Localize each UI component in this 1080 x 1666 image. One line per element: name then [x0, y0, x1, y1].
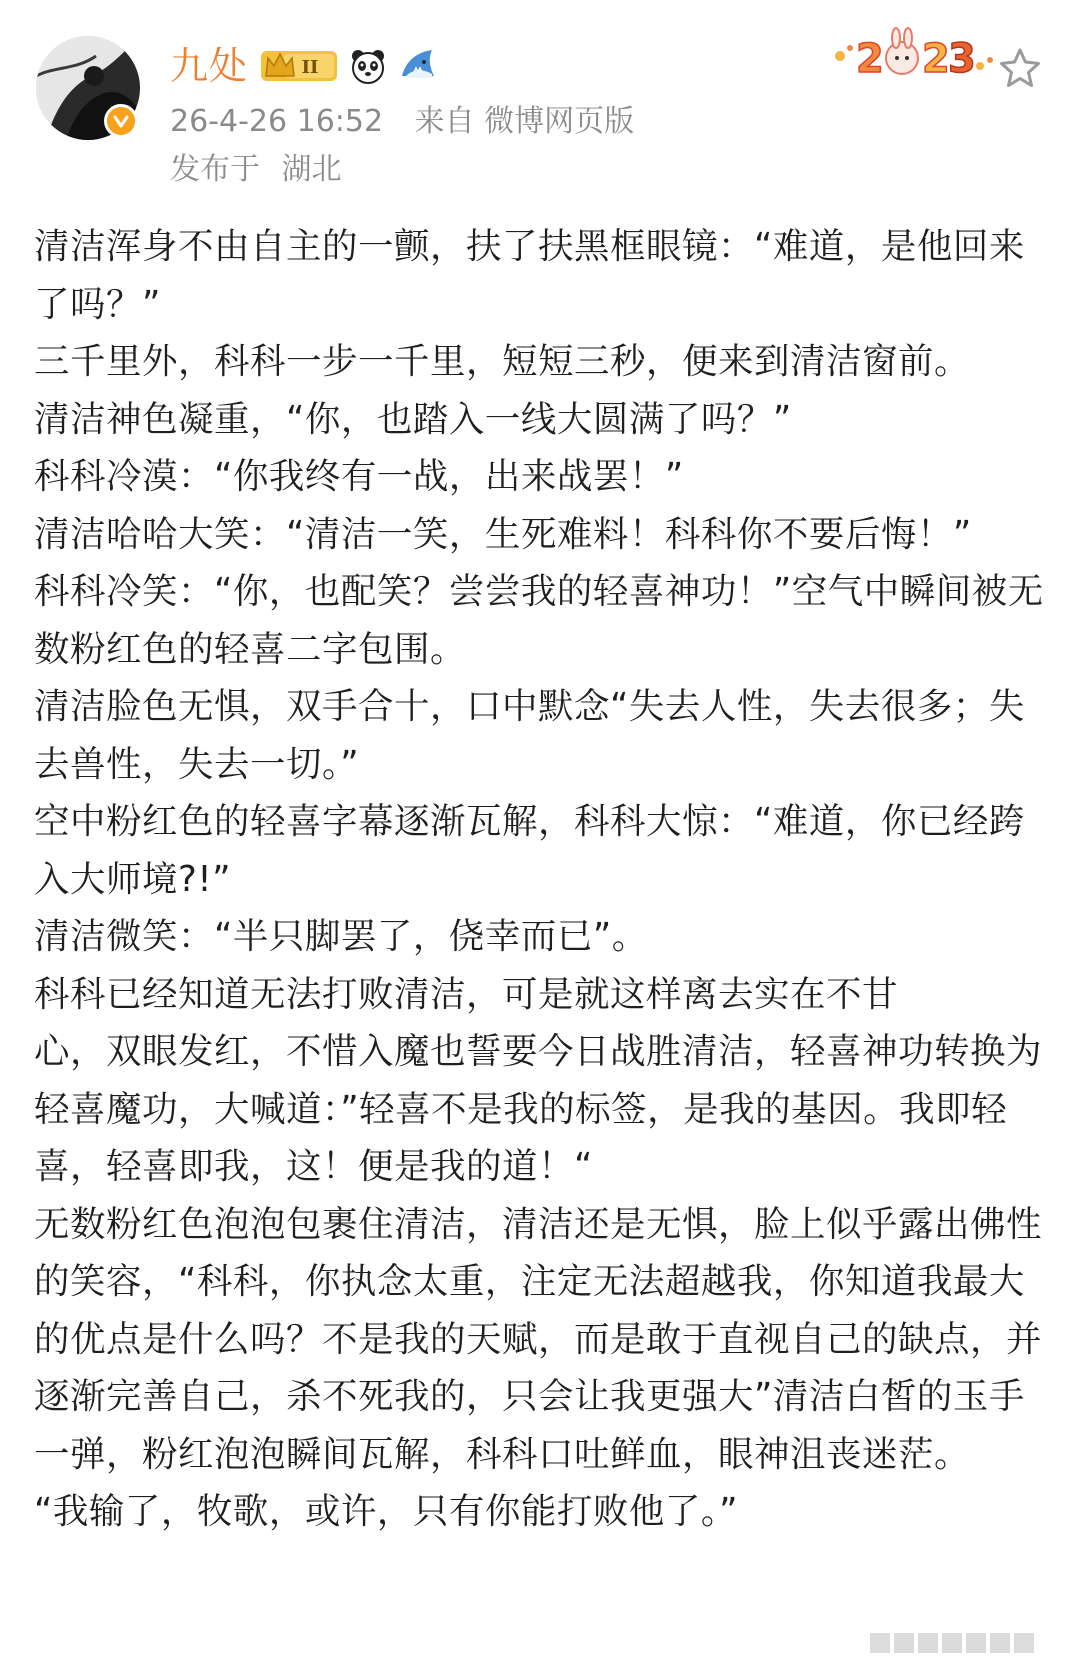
username[interactable]: 九处 — [170, 44, 249, 88]
level-crown-badge-icon[interactable] — [260, 46, 338, 86]
svg-text:3: 3 — [948, 36, 976, 82]
post-location — [170, 150, 342, 190]
post-paragraph: 三千里外，科科一步一千里，短短三秒，便来到清洁窗前。 — [34, 341, 971, 382]
post-timestamp[interactable]: 26-4-26 16:52 — [170, 104, 384, 139]
post-header — [0, 0, 1080, 200]
post-paragraph: 科科已经知道无法打败清洁，可是就这样离去实在不甘 — [34, 973, 899, 1015]
watermark-block — [942, 1633, 962, 1653]
svg-text:2: 2 — [856, 36, 884, 82]
watermark-block — [918, 1633, 938, 1653]
panda-icon[interactable] — [348, 46, 388, 86]
shark-icon[interactable] — [398, 46, 438, 86]
location-name: 湖北 — [281, 152, 342, 187]
post-paragraph: 清洁神色凝重，“你，也踏入一线大圆满了吗？” — [34, 398, 792, 440]
watermark-block — [870, 1633, 890, 1653]
post-paragraph: 科科冷漠：“你我终有一战，出来战罢！” — [34, 456, 684, 497]
watermark — [870, 1628, 1038, 1658]
watermark-block — [894, 1633, 914, 1653]
post-paragraph: 清洁脸色无惧，双手合十，口中默念“失去人性，失去很多；失去兽性，失去一切。” — [34, 686, 1025, 785]
post-paragraph: 心，双眼发红，不惜入魔也誓要今日战胜清洁，轻喜神功转换为轻喜魔功，大喊道：”轻喜不是我的标签，是我的基因。我即轻喜，轻喜即我，这！便是我的道！“ — [34, 1031, 1043, 1187]
location-prefix: 发布于 — [170, 152, 260, 187]
star-icon[interactable] — [998, 46, 1042, 90]
user-line — [170, 42, 438, 90]
post-paragraph: 清洁哈哈大笑：“清洁一笑，生死难料！科科你不要后悔！” — [34, 513, 972, 555]
post-meta — [170, 102, 634, 142]
svg-text:2: 2 — [922, 36, 950, 82]
watermark-block — [1014, 1633, 1034, 1653]
post-paragraph: 清洁微笑：“半只脚罢了，侥幸而已”。 — [34, 916, 648, 957]
post-source: 来自 微博网页版 — [414, 104, 635, 139]
level-text: II — [301, 57, 319, 78]
2023-rabbit-decoration-icon — [830, 26, 1000, 84]
post-paragraph: 无数粉红色泡泡包裹住清洁，清洁还是无惧，脸上似乎露出佛性的笑容，“科科，你执念太重，注定无法超越我，你知道我最大的优点是什么吗？不是我的天赋，而是敢于直视自己的缺点，并逐渐完善自己，杀不死我的，只会让我更强大”清洁白皙的玉手一弹，粉红泡泡瞬间瓦解，科科口吐鲜血，眼神沮丧迷茫。 — [34, 1203, 1043, 1475]
verified-badge-icon — [104, 104, 138, 138]
post-paragraph: 空中粉红色的轻喜字幕逐渐瓦解，科科大惊：“难道，你已经跨入大师境?!” — [34, 801, 1025, 900]
post-body — [34, 218, 1046, 1541]
watermark-block — [990, 1633, 1010, 1653]
post-paragraph: “我输了，牧歌，或许，只有你能打败他了。” — [34, 1491, 739, 1532]
post-paragraph: 清洁浑身不由自主的一颤，扶了扶黑框眼镜：“难道，是他回来了吗？” — [34, 226, 1025, 325]
post-paragraph: 科科冷笑：“你，也配笑？尝尝我的轻喜神功！”空气中瞬间被无数粉红色的轻喜二字包围。 — [34, 571, 1044, 670]
watermark-block — [966, 1633, 986, 1653]
